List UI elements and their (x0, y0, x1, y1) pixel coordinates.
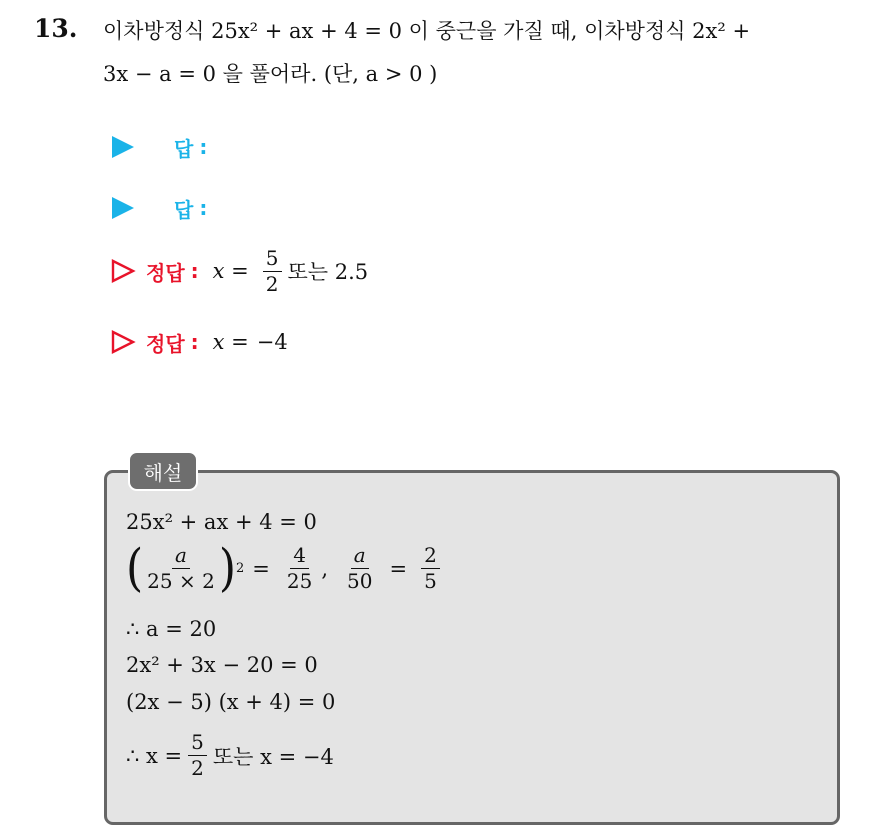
problem-line-1: 이차방정식 25x² + ax + 4 = 0 이 중근을 가질 때, 이차방정식 2x² + (103, 19, 751, 43)
answer-label: 답 (174, 136, 194, 161)
therefore-x: ∴ x = (126, 743, 183, 768)
equals-sign-2: = (389, 556, 408, 581)
left-paren: ( (126, 538, 144, 598)
solution-final: 또는 x = −4 (212, 744, 334, 769)
solution-tag: 해설 (128, 451, 198, 491)
solution-line-5: (2x − 5) (x + 4) = 0 (126, 690, 336, 714)
answer-label: 답 (174, 197, 194, 222)
answer-rest: 또는 2.5 (287, 260, 369, 284)
fraction-5-over-2: $\frac{5}{2}$ (188, 732, 207, 779)
answer-value: −4 (256, 330, 288, 354)
answer-lhs: x = (212, 330, 249, 354)
solution-line-6 (126, 732, 334, 779)
outline-triangle-icon (110, 258, 136, 284)
problem-line-2: 3x − a = 0 을 풀어라. (단, a > 0 ) (103, 62, 438, 86)
comma: , (321, 556, 329, 581)
answer-row-1 (110, 127, 207, 167)
fraction-4-over-25: $\frac{4}{25}$ (286, 543, 313, 593)
correct-answer-row-2 (110, 322, 288, 362)
solution-line-1: 25x² + ax + 4 = 0 (126, 510, 317, 534)
answer-fraction: $\frac{5}{2}$ (263, 248, 282, 295)
correct-answer-colon: : (190, 259, 199, 283)
answer-colon: : (199, 135, 208, 159)
correct-answer-row-1 (110, 245, 368, 297)
answer-row-2 (110, 188, 207, 228)
filled-triangle-icon (112, 136, 134, 158)
right-paren: ) (218, 538, 236, 598)
problem-number: 13. (34, 14, 78, 43)
solution-line-3: ∴ a = 20 (126, 617, 217, 641)
solution-line-4: 2x² + 3x − 20 = 0 (126, 653, 318, 677)
correct-answer-label: 정답 (146, 331, 185, 356)
fraction-a-over-50: $\frac{a}{25 \times 2}$ (147, 543, 215, 593)
fraction-a-over-50-second: $\frac{a}{50}$ (347, 543, 373, 593)
solution-line-2: ( $\frac{a}{25 \times 2}$ ) 2 = $\frac{4}{25}$ , $\frac{a}{50}$ = $\frac{2}{5}$ (126, 545, 446, 592)
outline-triangle-icon (110, 329, 136, 355)
filled-triangle-icon (112, 197, 134, 219)
correct-answer-colon: : (190, 330, 199, 354)
fraction-2-over-5: $\frac{2}{5}$ (421, 545, 440, 592)
answer-lhs: x = (212, 259, 249, 283)
correct-answer-label: 정답 (146, 260, 185, 285)
answer-colon: : (199, 196, 208, 220)
equals-sign: = (252, 556, 270, 581)
